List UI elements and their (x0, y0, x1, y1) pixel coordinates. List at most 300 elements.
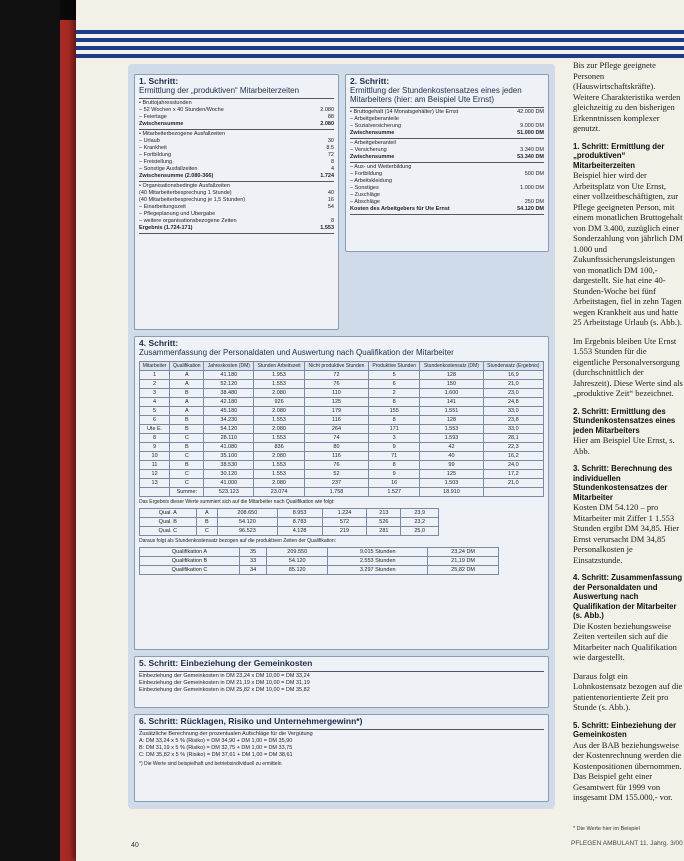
table-cell: 5 (140, 407, 170, 416)
step2-label: – Abschläge (350, 199, 380, 205)
table-row (140, 434, 544, 443)
table-cell: 34 (239, 566, 266, 575)
step2-value: 51.000 DM (517, 130, 544, 136)
table-cell: 2.080 (254, 425, 305, 434)
table-cell: 45.180 (204, 407, 254, 416)
header-stripes (76, 30, 684, 62)
step2-value: 500 DM (524, 171, 544, 177)
divider (139, 129, 334, 130)
table-row (140, 452, 544, 461)
table-row (140, 389, 544, 398)
step4-note1: Das Ergebnis dieser Werte summiert sich auf die Mitarbeiter nach Qualifikation wie folgt: (139, 499, 335, 505)
table-cell: 23,2 (401, 518, 439, 527)
paragraph: Kosten DM 54.120 – pro Mitarbeiter mit Ziffer 1 1.553 Stunden ergibt DM 34,85. Hier Ernst verursacht DM 34,85 Personalkosten je Einsatzstunde. (573, 502, 680, 565)
step6-line: B: DM 31,19 x 5 % (Risiko) = DM 32,75 + DM 1,00 = DM 33,75 (139, 745, 293, 751)
table-cell: A (170, 380, 204, 389)
figure-panel (128, 64, 555, 809)
step1-label: • Bruttojahresstunden (139, 100, 192, 106)
table-cell: 1 (140, 371, 170, 380)
table-cell: 281 (367, 527, 401, 536)
step5-line: Einbeziehung der Gemeinkosten in DM 25,82 x DM 10,00 = DM 35,82 (139, 687, 310, 693)
step6-line: C: DM 35,82 x 5 % (Risiko) = DM 37,61 + DM 1,00 = DM 38,61 (139, 752, 293, 758)
step2-subtitle: Ermittlung der Stundenkostensatzes eines jeden Mitarbeiters (hier: am Beispiel Ute Ernst) (350, 86, 522, 104)
step2-line (346, 178, 548, 185)
step2-label: – Sozialversicherung (350, 123, 402, 129)
step2-line (346, 130, 548, 137)
table-cell: Ute E. (140, 425, 170, 434)
table-cell: 40 (420, 452, 483, 461)
table-cell: 24,8 (483, 398, 543, 407)
step1-value: 1.553 (320, 225, 334, 231)
column-header: Mitarbeiter (140, 362, 170, 371)
step1-line (135, 159, 338, 166)
step1-title: 1. Schritt: (139, 76, 179, 86)
table-cell: 1.503 (420, 479, 483, 488)
step1-label: – Freistellung (139, 159, 173, 165)
paragraph: Daraus folgt ein Lohnkostensatz bezogen auf die patientenorientierte Zeit pro Stunde (s. Abb.). (573, 670, 683, 712)
step1-label: Ergebnis (1.724-171) (139, 225, 193, 231)
table-cell: 35.100 (204, 452, 254, 461)
step1-line (135, 107, 338, 114)
step1-line (135, 211, 338, 218)
section-heading: 2. Schritt: Ermittlung des Stundenkostensatzes eines jeden Mitarbeiters (573, 406, 676, 435)
column-header: Produktive Stunden (369, 362, 420, 371)
table-cell: 54.120 (267, 557, 328, 566)
sum-row (140, 488, 544, 497)
step5-box (134, 656, 549, 708)
step4-note2: Daraus folgt als Stundenkostensatz bezogen auf die produktiven Zeiten der Qualifikation: (139, 538, 337, 544)
table-cell: 1.224 (322, 509, 367, 518)
paragraph: Aus der BAB beziehungsweise der Kostenrechnung werden die Kostenpositionen übernommen. Das Beispiel geht einer Gesamtwert für 1999 von insgesamt DM 155.000,- vor. (573, 739, 682, 802)
rate-table (139, 547, 499, 575)
step1-label: – Pflegeplanung und Übergabe (139, 211, 216, 217)
step1-label: – weitere organisationsbezogene Zeiten (139, 218, 237, 224)
table-cell: 8 (369, 416, 420, 425)
table-cell: Qualifikation A (140, 548, 240, 557)
step6-note: *) Die Werte sind beispielhaft und betriebsindividuell zu ermitteln (139, 761, 282, 767)
table-cell: 25,82 DM (428, 566, 499, 575)
table-cell: 23,9 (401, 509, 439, 518)
step6-title: 6. Schritt: Rücklagen, Risiko und Unternehmergewinn*) (139, 716, 363, 726)
table-cell: 8.783 (277, 518, 322, 527)
table-cell: 35 (239, 548, 266, 557)
table-cell: 3 (369, 434, 420, 443)
table-cell: C (170, 434, 204, 443)
step2-line (346, 140, 548, 147)
step1-label: – Sonstige Ausfallzeiten (139, 166, 198, 172)
table-row (140, 380, 544, 389)
sum-cell: 523.123 (204, 488, 254, 497)
table-cell: 23,8 (483, 416, 543, 425)
step2-label: Zwischensumme (350, 130, 395, 136)
table-cell: 572 (322, 518, 367, 527)
table-cell: 38.530 (204, 461, 254, 470)
table-row (140, 443, 544, 452)
table-cell: Qual. B (140, 518, 197, 527)
column-header: Nicht produktive Stunden (304, 362, 368, 371)
step6-box (134, 714, 549, 802)
step2-label: – Zuschläge (350, 192, 380, 198)
table-cell: 4 (140, 398, 170, 407)
step2-line (346, 164, 548, 171)
table-cell: Qualifikation B (140, 557, 240, 566)
table-row (140, 371, 544, 380)
step1-label: Zwischensumme (139, 121, 184, 127)
step2-value: 3.340 DM (520, 147, 544, 153)
step1-line (135, 152, 338, 159)
table-cell: 21,0 (483, 479, 543, 488)
step2-label: – Versicherung (350, 147, 387, 153)
step2-label: – Arbeitgeberanteil (350, 140, 396, 146)
table-cell: Qual. C (140, 527, 197, 536)
table-cell: 141 (420, 398, 483, 407)
table-cell: 116 (304, 416, 368, 425)
step2-label: – Arbeitgeberanteile (350, 116, 399, 122)
step2-line (346, 171, 548, 178)
table-cell: 11 (140, 461, 170, 470)
column-header: Stundensatz (Ergebnis) (483, 362, 543, 371)
step2-line (346, 206, 548, 213)
step2-label: • Bruttogehalt (14 Monatsgehälter) Ute Ernst (350, 109, 459, 115)
step1-label: – Feiertage (139, 114, 167, 120)
table-cell: 8 (140, 434, 170, 443)
paragraph: Im Ergebnis bleiben Ute Ernst 1.553 Stunden für die eigentliche Personalversorgung (durchschnittlich der Jahreszeit). Diese Werte sind als „produktive Zeit“ bezeichnet. (573, 335, 683, 398)
step1-label: – Krankheit (139, 145, 167, 151)
table-cell: 23,24 DM (428, 548, 499, 557)
step2-title: 2. Schritt: (350, 76, 390, 86)
table-row (140, 518, 439, 527)
step2-line (346, 147, 548, 154)
divider (350, 162, 544, 163)
table-cell: 52.120 (204, 380, 254, 389)
table-cell: C (170, 470, 204, 479)
table-row (140, 416, 544, 425)
table-row (140, 398, 544, 407)
table-cell: 99 (420, 461, 483, 470)
footnote: * Die Werte hier im Beispiel (573, 826, 640, 832)
step1-line (135, 190, 338, 197)
step6-sub: Zusätzliche Berechnung der prozentualen Aufschläge für die Vergütung (139, 731, 313, 737)
step1-line (135, 100, 338, 107)
table-cell: C (170, 452, 204, 461)
table-cell: 264 (304, 425, 368, 434)
divider (139, 233, 334, 234)
section-heading: 1. Schritt: Ermittlung der „produktiven“ Mitarbeiterzeiten (573, 141, 665, 170)
step2-line (346, 109, 548, 116)
table-cell: 38.480 (204, 389, 254, 398)
table-cell: 25,0 (401, 527, 439, 536)
section-heading: 4. Schritt: Zusammenfassung der Personaldaten und Auswertung nach Qualifikation der Mitarbeiter (s. Abb.) (573, 573, 683, 620)
table-cell: A (170, 407, 204, 416)
step2-value: 53.340 DM (517, 154, 544, 160)
table-cell: 23,0 (483, 389, 543, 398)
table-row (140, 548, 499, 557)
table-cell: 128 (420, 416, 483, 425)
table-cell: 2 (369, 389, 420, 398)
step5-line: Einbeziehung der Gemeinkosten in DM 23,24 x DM 10,00 = DM 33,24 (139, 673, 310, 679)
table-cell: 213 (367, 509, 401, 518)
table-row (140, 557, 499, 566)
table-cell: 42.180 (204, 398, 254, 407)
table-cell: 12 (140, 470, 170, 479)
table-cell: 41.000 (204, 479, 254, 488)
table-cell: 155 (369, 407, 420, 416)
sum-cell: 1.527 (369, 488, 420, 497)
table-cell: 3.297 Stunden (328, 566, 428, 575)
table-cell: 76 (304, 380, 368, 389)
step1-value: 54 (327, 204, 334, 210)
step6-lines (135, 738, 548, 759)
table-cell: 2.080 (254, 452, 305, 461)
table-cell: 96.523 (218, 527, 278, 536)
sum-cell: 23.074 (254, 488, 305, 497)
step5-title: 5. Schritt: Einbeziehung der Gemeinkosten (139, 658, 313, 668)
table-cell: 237 (304, 479, 368, 488)
step1-line (135, 225, 338, 232)
section-heading: 3. Schritt: Berechnung des individuellen Stundenkostensatzes der Mitarbeiter (573, 464, 673, 502)
step1-value: 2.080 (320, 107, 334, 113)
step1-line (135, 218, 338, 225)
table-cell: B (170, 443, 204, 452)
step2-value: 9.000 DM (520, 123, 544, 129)
divider (350, 138, 544, 139)
table-cell: C (196, 527, 217, 536)
table-cell: B (196, 518, 217, 527)
table-cell: 1.600 (420, 389, 483, 398)
table-cell (140, 488, 170, 497)
magazine-page (76, 0, 684, 861)
step2-line (346, 116, 548, 123)
page-number: 40 (131, 842, 139, 849)
table-cell: 1.953 (254, 371, 305, 380)
table-cell: A (170, 371, 204, 380)
paragraph: Beispiel hier wird der Arbeitsplatz von Ute Ernst, einer vollzeitbeschäftigten, zur Pflege geeigneten Person, mit einem monatlichen Bruttogehalt von DM 3.400, zuzüglich einer Sonderzahlung von jährlich DM 1.000 und Zukunftssicherungsleistungen von monatlich DM 100,- dargestellt. Sie hat eine 40-Stunden-Woche bei fünf Arbeitstagen, fiel in zehn Tagen wegen Krankheit aus und hatte 25 Arbeitstage Urlaub (s. Abb.). (573, 170, 683, 327)
table-row (140, 407, 544, 416)
step2-label: – Sonstiges (350, 185, 379, 191)
table-cell: 2.553 Stunden (328, 557, 428, 566)
table-cell: 2.080 (254, 407, 305, 416)
table-cell: 54.120 (218, 518, 278, 527)
table-cell: 30.120 (204, 470, 254, 479)
table-cell: 2.080 (254, 479, 305, 488)
table-cell: 2.080 (254, 389, 305, 398)
step2-box (345, 74, 549, 252)
step5-line: Einbeziehung der Gemeinkosten in DM 21,19 x DM 10,00 = DM 31,19 (139, 680, 310, 686)
table-cell (483, 488, 543, 497)
step1-value: 8 (330, 159, 334, 165)
table-cell: 1.553 (254, 416, 305, 425)
step2-line (346, 199, 548, 206)
table-cell: 21,0 (483, 380, 543, 389)
table-row (140, 509, 439, 518)
table-cell: 54.120 (204, 425, 254, 434)
sum-cell: 1.758 (304, 488, 368, 497)
table-cell: 116 (304, 452, 368, 461)
paragraph: Die Kosten beziehungsweise Zeiten verteilen sich auf die Mitarbeiter nach Qualifikation wie dargestellt. (573, 620, 677, 662)
step1-line (135, 114, 338, 121)
table-cell: 9 (369, 470, 420, 479)
step2-line (346, 185, 548, 192)
step2-label: – Arbeitskleidung (350, 178, 392, 184)
table-cell: Qualifikation C (140, 566, 240, 575)
step1-line (135, 183, 338, 190)
step1-line (135, 121, 338, 128)
step1-label: – 52 Wochen x 40 Stunden/Woche (139, 107, 224, 113)
step1-label: • Mitarbeiterbezogene Ausfallzeiten (139, 131, 226, 137)
table-cell: 1.553 (254, 380, 305, 389)
step1-value: 8 (330, 218, 334, 224)
step6-line: A: DM 33,24 x 5 % (Risiko) = DM 34,90 + DM 1,00 = DM 35,90 (139, 738, 293, 744)
step1-line (135, 145, 338, 152)
table-cell: 17,2 (483, 470, 543, 479)
table-cell: 85.120 (267, 566, 328, 575)
step4-subtitle: Zusammenfassung der Personaldaten und Auswertung nach Qualifikation der Mitarbeiter (139, 348, 454, 357)
step1-line (135, 173, 338, 180)
table-cell: 34.230 (204, 416, 254, 425)
step4-box (134, 336, 549, 650)
step2-line (346, 192, 548, 199)
table-cell: 71 (369, 452, 420, 461)
table-cell: 74 (304, 434, 368, 443)
table-cell: 125 (304, 398, 368, 407)
divider (139, 181, 334, 182)
table-cell: B (170, 416, 204, 425)
table-cell: 8 (369, 398, 420, 407)
step1-label: (40 Mitarbeiterbesprechung je 1,5 Stunden) (139, 197, 246, 203)
table-header-row (140, 362, 544, 371)
table-cell: 171 (369, 425, 420, 434)
table-cell: 28,1 (483, 434, 543, 443)
step1-label: – Fortbildung (139, 152, 172, 158)
table-cell: 1.551 (420, 407, 483, 416)
table-cell: 209.550 (267, 548, 328, 557)
table-cell: 926 (254, 398, 305, 407)
step2-value: 54.120 DM (517, 206, 544, 212)
step2-label: – Aus- und Weiterbildung (350, 164, 412, 170)
table-cell: 1.593 (420, 434, 483, 443)
table-cell: B (170, 389, 204, 398)
step1-value: 72 (327, 152, 334, 158)
paragraph: Hier am Beispiel Ute Ernst, s. Abb. (573, 435, 675, 456)
step1-lines (135, 100, 338, 234)
binding-shadow (0, 0, 60, 861)
step1-label: Zwischensumme (2.080-366) (139, 173, 214, 179)
step1-subtitle: Ermittlung der „produktiven“ Mitarbeiterzeiten (139, 86, 300, 95)
table-row (140, 461, 544, 470)
table-cell: 41.080 (204, 443, 254, 452)
table-cell: 1.553 (254, 470, 305, 479)
table-cell: 28.110 (204, 434, 254, 443)
text-column (573, 60, 683, 811)
table-cell: 8 (369, 461, 420, 470)
table-cell: 16,2 (483, 452, 543, 461)
table-cell: 6 (140, 416, 170, 425)
table-cell: 8.953 (277, 509, 322, 518)
step2-label: Zwischensumme (350, 154, 395, 160)
table-cell: 9 (140, 443, 170, 452)
sum-cell: 18.910 (420, 488, 483, 497)
column-header: Qualifikation (170, 362, 204, 371)
table-cell: 22,3 (483, 443, 543, 452)
step2-line (346, 154, 548, 161)
step1-box (134, 74, 339, 330)
table-cell: Qual. A (140, 509, 197, 518)
table-cell: 5 (369, 371, 420, 380)
step1-label: – Urlaub (139, 138, 160, 144)
table-cell: 52 (304, 470, 368, 479)
table-cell: 10 (140, 452, 170, 461)
table-cell: 41.180 (204, 371, 254, 380)
section-heading: 5. Schritt: Einbeziehung der Gemeinkosten (573, 720, 677, 739)
table-cell: C (170, 479, 204, 488)
step1-value: 1.724 (320, 173, 334, 179)
step1-label: • Organisationsbedingte Ausfallzeiten (139, 183, 230, 189)
step2-value: 250 DM (524, 199, 544, 205)
step5-lines (135, 673, 548, 694)
step1-value: 4 (330, 166, 334, 172)
step1-value: 8.5 (326, 145, 334, 151)
table-cell: 1.553 (254, 461, 305, 470)
table-cell: 16 (369, 479, 420, 488)
table-cell: 150 (420, 380, 483, 389)
table-cell: 33,0 (483, 425, 543, 434)
paragraph: Bis zur Pflege geeignete Personen (Hauswirtschaftskräfte). Weitere Charakteristika werden gleichzeitig zu den bisherigen Erkenntnissen komplexer genutzt. (573, 60, 681, 133)
table-cell: 836 (254, 443, 305, 452)
table-cell: 13 (140, 479, 170, 488)
table-cell: 33 (239, 557, 266, 566)
divider (350, 214, 544, 215)
table-cell: 2 (140, 380, 170, 389)
table-cell: 76 (304, 461, 368, 470)
table-row (140, 479, 544, 488)
step1-label: (40 Mitarbeiterbesprechung 1 Stunde) (139, 190, 232, 196)
table-cell: 3 (140, 389, 170, 398)
step2-value: 1.000 DM (520, 185, 544, 191)
table-row (140, 566, 499, 575)
step1-line (135, 197, 338, 204)
table-cell: 9.015 Stunden (328, 548, 428, 557)
step1-line (135, 131, 338, 138)
table-cell: 128 (420, 371, 483, 380)
step1-value: 88 (327, 114, 334, 120)
table-cell: 125 (420, 470, 483, 479)
table-cell: B (170, 425, 204, 434)
table-cell: A (196, 509, 217, 518)
table-cell: 179 (304, 407, 368, 416)
table-cell: 80 (304, 443, 368, 452)
step1-value: 30 (327, 138, 334, 144)
table-cell: 1.553 (420, 425, 483, 434)
table-cell: 208.650 (218, 509, 278, 518)
table-cell: 219 (322, 527, 367, 536)
table-cell: 21,19 DM (428, 557, 499, 566)
table-cell: 16,9 (483, 371, 543, 380)
table-cell: 6 (369, 380, 420, 389)
table-row (140, 425, 544, 434)
step1-label: – Einarbeitungszeit (139, 204, 186, 210)
table-cell: 72 (304, 371, 368, 380)
step2-label: – Fortbildung (350, 171, 383, 177)
column-header: Stunden Arbeitszeit (254, 362, 305, 371)
table-cell: 24,0 (483, 461, 543, 470)
table-cell: B (170, 461, 204, 470)
sum-label: Summe: (170, 488, 204, 497)
table-cell: 9 (369, 443, 420, 452)
step1-line (135, 138, 338, 145)
column-header: Stundenkostensatz (DM) (420, 362, 483, 371)
step2-label: Kosten des Arbeitgebers für Ute Ernst (350, 206, 450, 212)
table-cell: 42 (420, 443, 483, 452)
